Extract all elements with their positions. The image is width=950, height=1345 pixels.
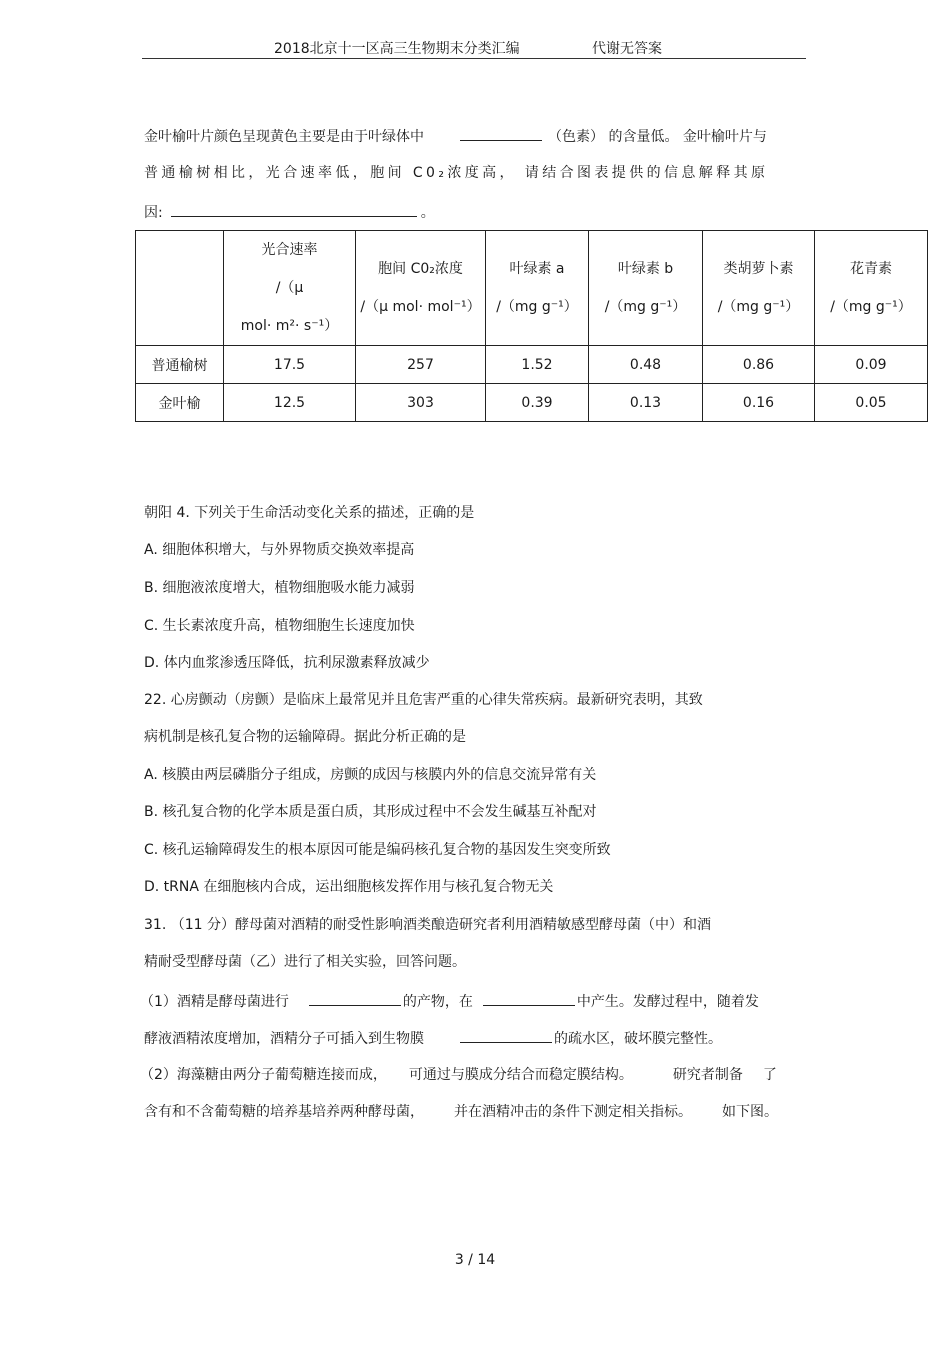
pigment-table [135,230,928,422]
q22-option-a: A. 核膜由两层磷脂分子组成，房颤的成因与核膜内外的信息交流异常有关 [144,767,597,783]
table-cell: 0.48 [589,346,703,384]
table-cell: 17.5 [224,346,356,384]
q31-part1-line1: （1）酒精是酵母菌进行 的产物，在 中产生。发酵过程中，随着发 [140,991,759,1011]
table-cell: 0.86 [703,346,815,384]
q22-option-d: D. tRNA 在细胞核内合成，运出细胞核发挥作用与核孔复合物无关 [144,879,554,895]
table-header-row [136,231,928,346]
table-cell: 1.52 [486,346,589,384]
table-corner-cell [136,231,224,346]
intro-line-1: 金叶榆叶片颜色呈现黄色主要是由于叶绿体中 （色素） 的含量低。 金叶榆叶片与 [144,126,767,146]
table-cell: 0.16 [703,384,815,422]
q4-stem: 朝阳 4. 下列关于生命活动变化关系的描述，正确的是 [144,505,475,521]
table-cell: 12.5 [224,384,356,422]
q22-stem-2: 病机制是核孔复合物的运输障碍。据此分析正确的是 [144,729,466,745]
q31-stem-1: 31. （11 分）酵母菌对酒精的耐受性影响酒类酿造研究者利用酒精敏感型酵母菌（中）和酒 [144,917,711,933]
table-cell: 303 [356,384,486,422]
q31-part2-line1: （2）海藻糖由两分子葡萄糖连接而成， 可通过与膜成分结合而稳定膜结构。 研究者制备 了 [140,1067,777,1083]
intro-line-3: 因: 。 [144,202,435,222]
header-title: 2018北京十一区高三生物期末分类汇编 [274,41,520,57]
table-row [136,346,928,384]
row-label: 普通榆树 [136,346,224,384]
answer-blank[interactable] [171,202,417,217]
table-row [136,384,928,422]
table-cell: 0.09 [815,346,928,384]
answer-blank[interactable] [460,1028,552,1043]
q31-part2-line2: 含有和不含葡萄糖的培养基培养两种酵母菌， 并在酒精冲击的条件下测定相关指标。 如下图。 [144,1104,778,1120]
q31-part1-line2: 酵液酒精浓度增加，酒精分子可插入到生物膜 的疏水区，破坏膜完整性。 [144,1028,722,1048]
table-header-cell: 光合速率 /（μ mol· m²· s⁻¹） [224,231,356,346]
q22-option-c: C. 核孔运输障碍发生的根本原因可能是编码核孔复合物的基因发生突变所致 [144,842,611,858]
row-label: 金叶榆 [136,384,224,422]
table-header-cell: 类胡萝卜素 /（mg g⁻¹） [703,231,815,346]
table-header-cell: 花青素 /（mg g⁻¹） [815,231,928,346]
q4-option-a: A. 细胞体积增大，与外界物质交换效率提高 [144,542,415,558]
answer-blank[interactable] [483,991,575,1006]
q4-option-d: D. 体内血浆渗透压降低，抗利尿激素释放减少 [144,655,430,671]
table-cell: 0.13 [589,384,703,422]
q4-option-c: C. 生长素浓度升高，植物细胞生长速度加快 [144,618,415,634]
table-header-cell: 胞间 C0₂浓度 /（μ mol· mol⁻¹） [356,231,486,346]
answer-blank[interactable] [460,126,542,141]
header-rule [142,58,806,59]
table-cell: 0.05 [815,384,928,422]
table-cell: 257 [356,346,486,384]
table-cell: 0.39 [486,384,589,422]
intro-line-2: 普通榆树相比，光合速率低，胞间 C0₂浓度高， 请结合图表提供的信息解释其原 [144,165,769,181]
answer-blank[interactable] [309,991,401,1006]
q4-option-b: B. 细胞液浓度增大，植物细胞吸水能力减弱 [144,580,415,596]
page-number: 3 / 14 [454,1252,496,1268]
table-header-cell: 叶绿素 b /（mg g⁻¹） [589,231,703,346]
q31-stem-2: 精耐受型酵母菌（乙）进行了相关实验，回答问题。 [144,954,466,970]
q22-stem-1: 22. 心房颤动（房颤）是临床上最常见并且危害严重的心律失常疾病。最新研究表明，其致 [144,692,703,708]
q22-option-b: B. 核孔复合物的化学本质是蛋白质，其形成过程中不会发生碱基互补配对 [144,804,597,820]
table-header-cell: 叶绿素 a /（mg g⁻¹） [486,231,589,346]
header-note: 代谢无答案 [592,41,662,57]
